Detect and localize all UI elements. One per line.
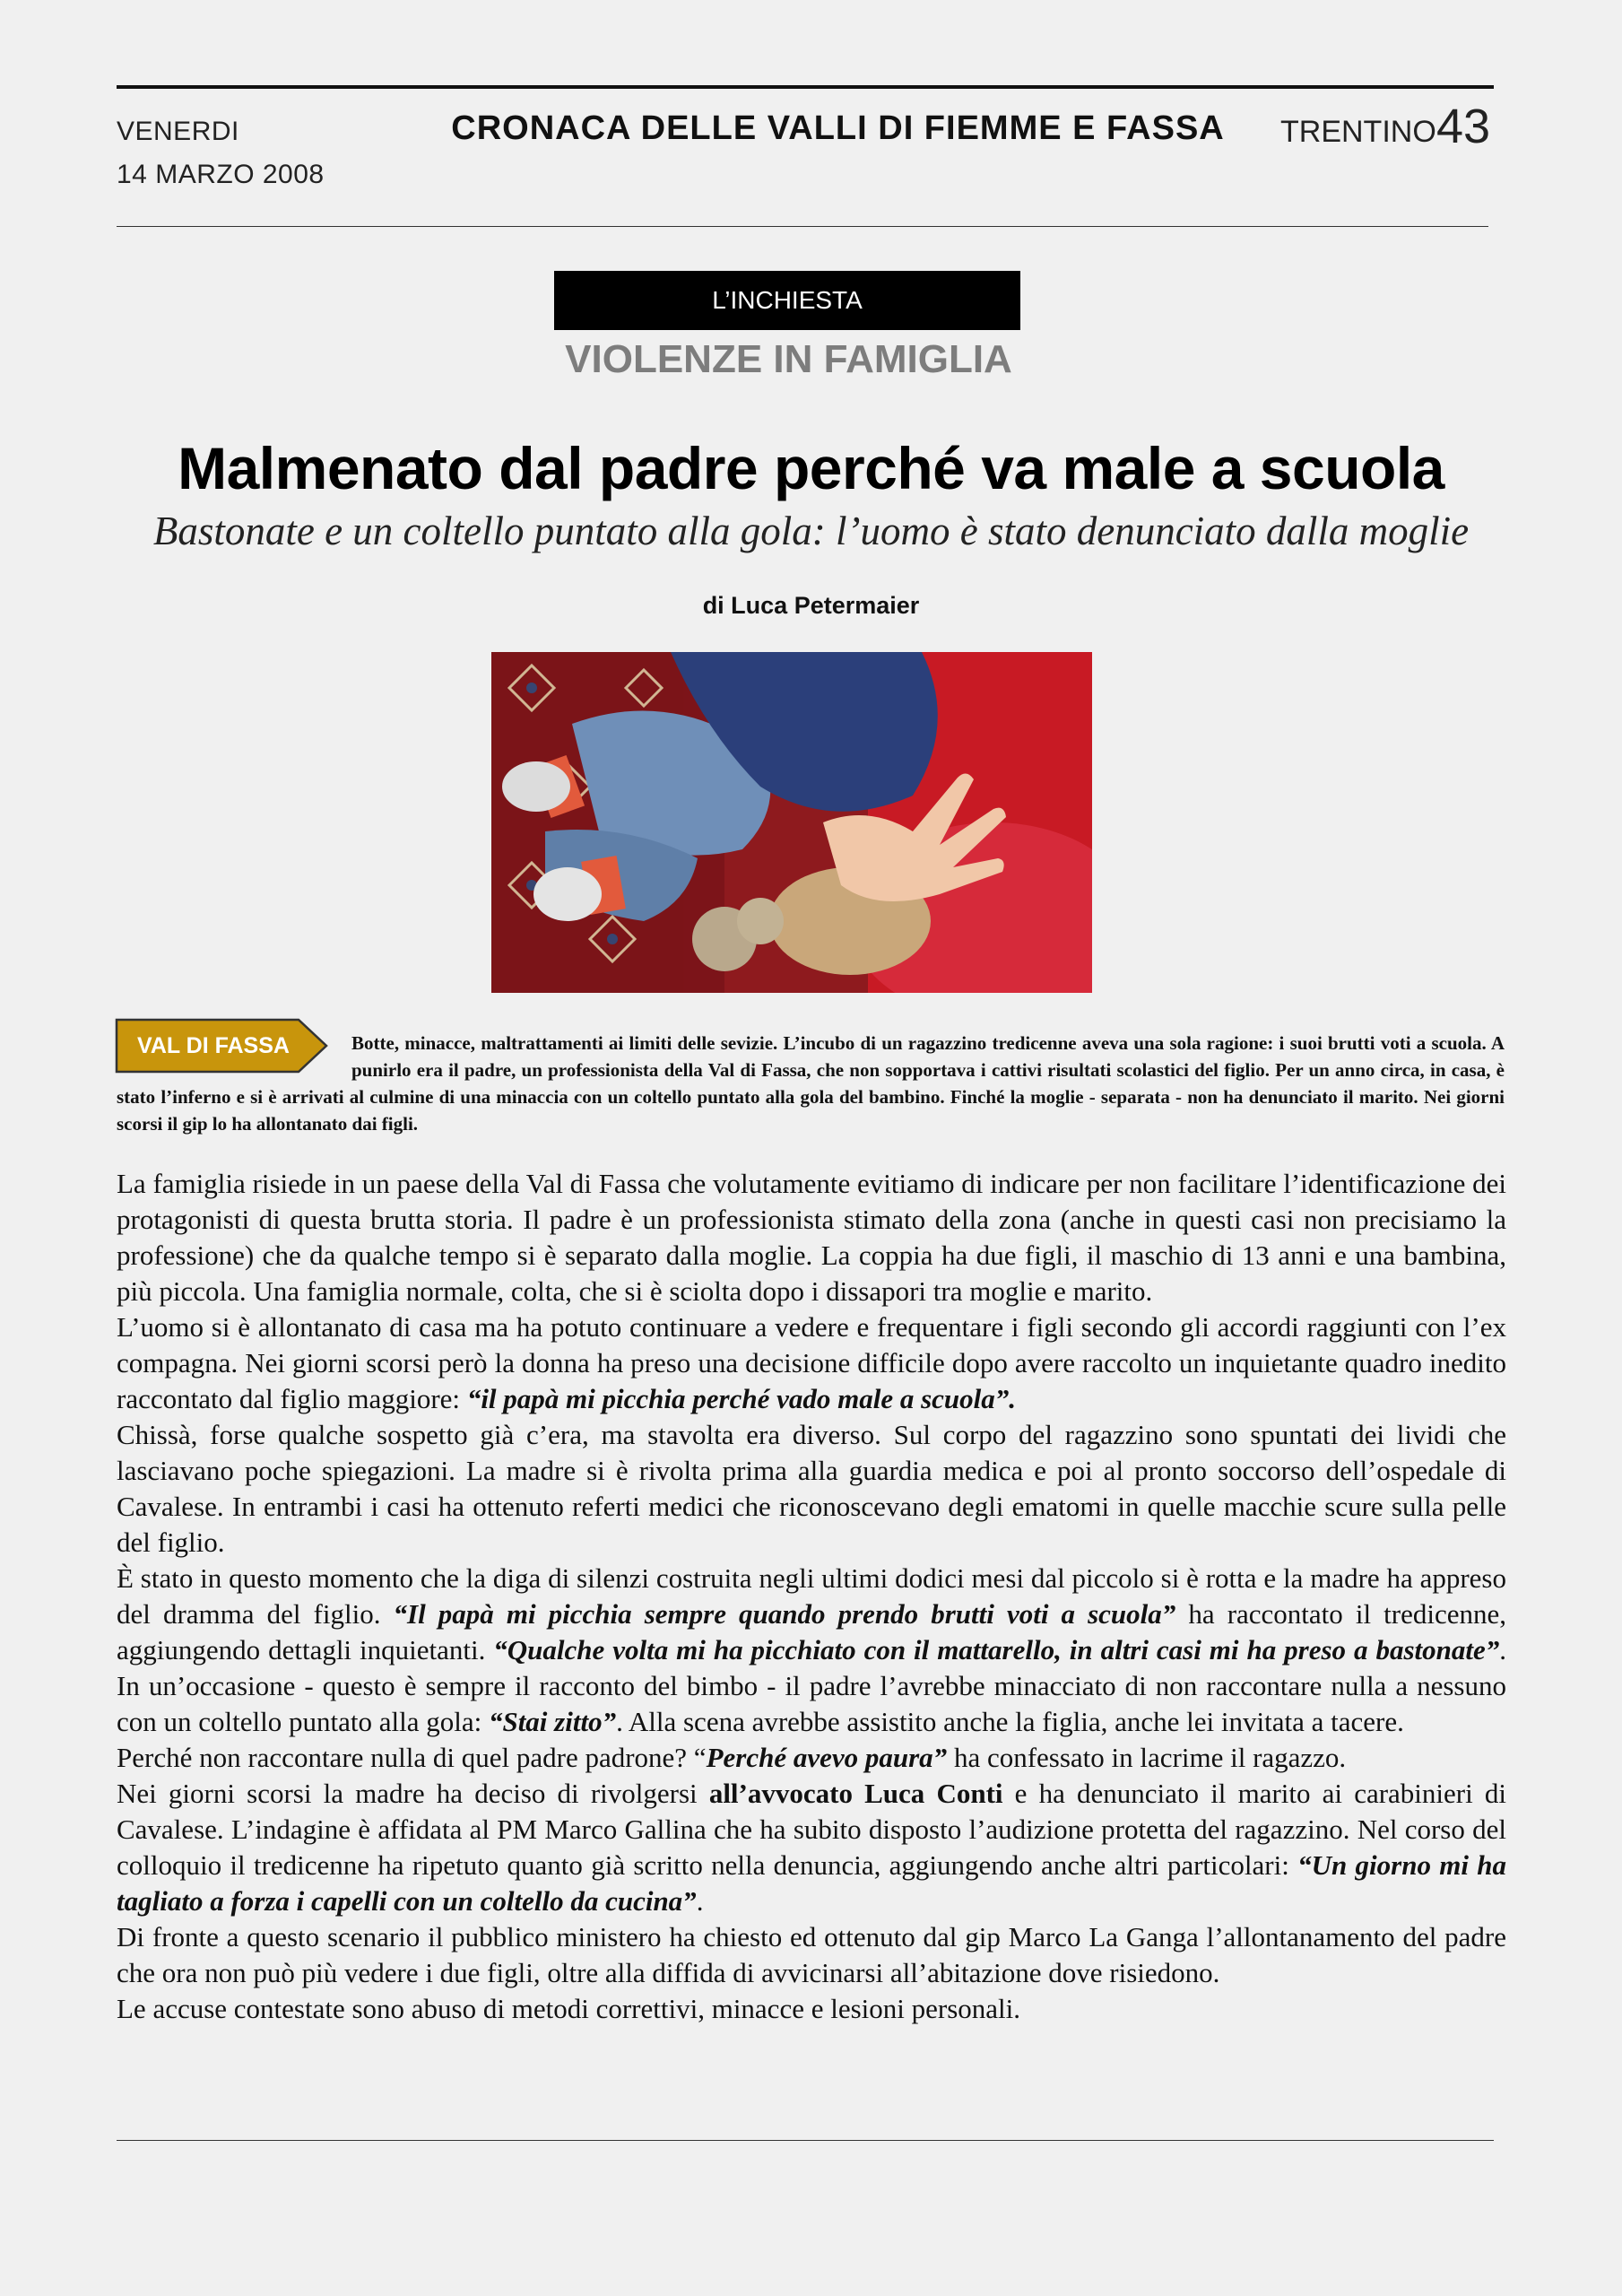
article-lead bbox=[117, 1030, 1505, 1137]
body-paragraph: Nei giorni scorsi la madre ha deciso di rivolgersi all’avvocato Luca Conti e ha denunciato il marito ai carabinieri di Cavalese. L’indagine è affidata al PM Marco Gallina che ha subito disposto l’audizione protetta del ragazzino. Nel corso del colloquio il tredicenne ha ripetuto quanto già scritto nella denuncia, aggiungendo anche altri particolari: “Un giorno mi ha tagliato a forza i capelli con un coltello da cucina”. bbox=[117, 1778, 1506, 1917]
lawyer-name: all’avvocato Luca Conti bbox=[708, 1778, 1003, 1809]
body-paragraph: Perché non raccontare nulla di quel padre padrone? “Perché avevo paura” ha confessato in lacrime il ragazzo. bbox=[117, 1742, 1347, 1773]
article-body bbox=[117, 1166, 1506, 2027]
quote: “Il papà mi picchia sempre quando prendo brutti voti a scuola” bbox=[393, 1598, 1176, 1630]
byline: di Luca Petermaier bbox=[702, 592, 920, 619]
header-date: 14 MARZO 2008 bbox=[117, 160, 325, 189]
article-photo bbox=[491, 652, 1092, 993]
subheadline: Bastonate e un coltello puntato alla gola: l’uomo è stato denunciato dalla moglie bbox=[152, 509, 1470, 553]
lead-text: Botte, minacce, maltrattamenti ai limiti delle sevizie. L’incubo di un ragazzino tredicenne aveva una sola ragione: i suoi brutti voti a scuola. A punirlo era il padre, un professionista della Val di Fassa, che non sopportava i cattivi risultati scolastici del figlio. Per un anno circa, in casa, è stato l’inferno e si è arrivati al culmine di una minaccia con un coltello puntato alla gola del bambino. Finché la moglie - separata - non ha denunciato il marito. Nei giorni scorsi il gip lo ha allontanato dai figli. bbox=[117, 1032, 1505, 1135]
section-title: CRONACA DELLE VALLI DI FIEMME E FASSA bbox=[451, 109, 1225, 147]
kicker-label: L’INCHIESTA bbox=[554, 271, 1020, 330]
bottom-rule bbox=[117, 2140, 1494, 2141]
quote: “Un giorno mi ha tagliato a forza i capelli con un coltello da cucina” bbox=[117, 1849, 1506, 1917]
location-tag-label: VAL DI FASSA bbox=[137, 1033, 290, 1058]
headline: Malmenato dal padre perché va male a scuola bbox=[178, 435, 1444, 501]
page-number: 43 bbox=[1436, 100, 1491, 153]
quote: Perché avevo paura” bbox=[706, 1742, 948, 1773]
quote: “Qualche volta mi ha picchiato con il mattarello, in altri casi mi ha preso a bastonate” bbox=[493, 1634, 1500, 1665]
body-paragraph: Le accuse contestate sono abuso di metodi correttivi, minacce e lesioni personali. bbox=[117, 1993, 1021, 2024]
body-paragraph: Chissà, forse qualche sospetto già c’era, ma stavolta era diverso. Sul corpo del ragazzino sono spuntati dei lividi che lasciavano poche spiegazioni. La madre si è rivolta prima alla guardia medica e poi al pronto soccorso dell’ospedale di Cavalese. In entrambi i casi ha ottenuto referti medici che riconoscevano degli ematomi in quelle macchie scure sulla pelle del figlio. bbox=[117, 1419, 1506, 1558]
kicker-topic: VIOLENZE IN FAMIGLIA bbox=[565, 337, 1012, 381]
top-rule bbox=[117, 85, 1494, 89]
body-paragraph: L’uomo si è allontanato di casa ma ha potuto continuare a vedere e frequentare i figli secondo gli accordi raggiunti con l’ex compagna. Nei giorni scorsi però la donna ha preso una decisione difficile dopo avere raccolto un inquietante quadro inedito raccontato dal figlio maggiore: “il papà mi picchia perché vado male a scuola”. bbox=[117, 1311, 1506, 1414]
body-paragraph: È stato in questo momento che la diga di silenzi costruita negli ultimi dodici mesi dal piccolo si è rotta e la madre ha appreso del dramma del figlio. “Il papà mi picchia sempre quando prendo brutti voti a scuola” ha raccontato il tredicenne, aggiungendo dettagli inquietanti. “Qualche volta mi ha picchiato con il mattarello, in altri casi mi ha preso a bastonate”. In un’occasione - questo è sempre il racconto del bimbo - il padre l’avrebbe minacciato di non raccontare nulla a nessuno con un coltello puntato alla gola: “Stai zitto”. Alla scena avrebbe assistito anche la figlia, anche lei invitata a tacere. bbox=[117, 1562, 1506, 1737]
body-paragraph: Di fronte a questo scenario il pubblico ministero ha chiesto ed ottenuto dal gip Marco La Ganga l’allontanamento del padre che ora non può più vedere i due figli, oltre alla diffida di avvicinarsi all’abitazione dove risiedono. bbox=[117, 1921, 1506, 1988]
body-paragraph: La famiglia risiede in un paese della Val di Fassa che volutamente evitiamo di indicare per non facilitare l’identificazione dei protagonisti di questa brutta storia. Il padre è un professionista stimato della zona (anche in questi casi non precisiamo la professione) che da qualche tempo si è separato dalla moglie. La coppia ha due figli, il maschio di 13 anni e una bambina, più piccola. Una famiglia normale, colta, che si è sciolta dopo i dissapori tra moglie e marito. bbox=[117, 1168, 1506, 1307]
header-day: VENERDI bbox=[117, 117, 239, 146]
quote: “il papà mi picchia perché vado male a scuola”. bbox=[466, 1383, 1017, 1414]
region-label: TRENTINO bbox=[1280, 115, 1436, 149]
header-divider bbox=[117, 226, 1488, 227]
quote: “Stai zitto” bbox=[488, 1706, 617, 1737]
